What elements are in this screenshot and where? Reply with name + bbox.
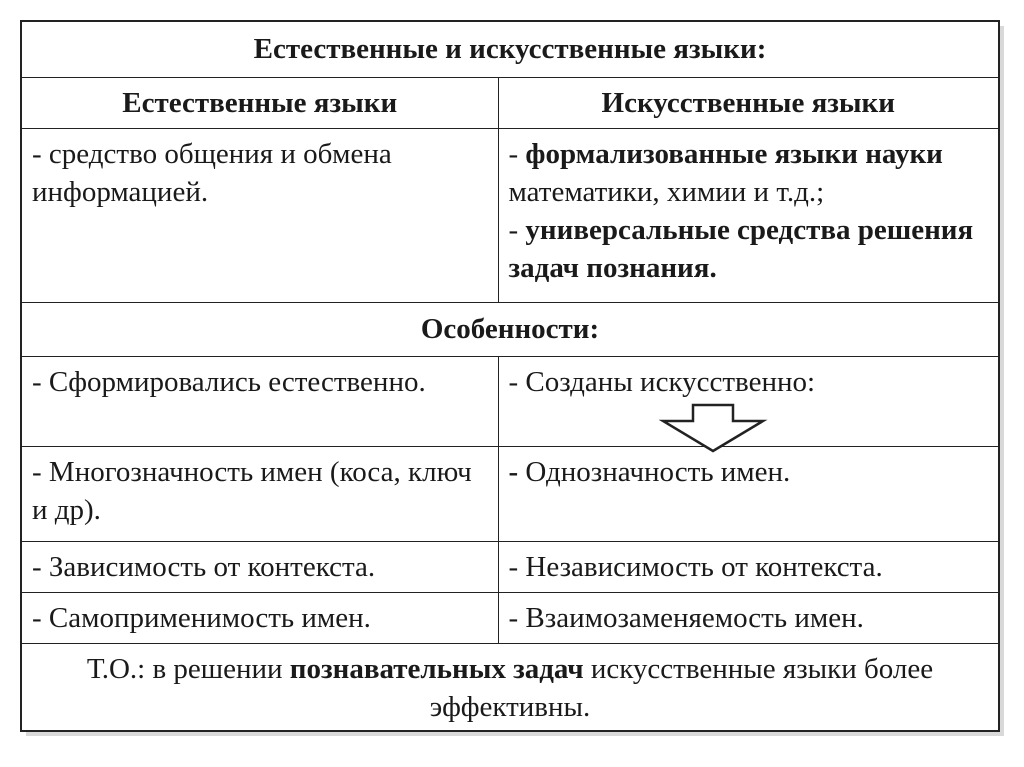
down-arrow-outline-icon [659,403,769,453]
conclusion-prefix: Т.О.: в решении [86,652,290,685]
comparison-table [22,22,998,732]
column-header-artificial: Искусственные языки [498,77,998,128]
definition-artificial [498,128,998,302]
feature-artificial-names: - Взаимозаменяемость имен. [498,592,998,643]
definition-natural: - средство общения и обмена информацией. [22,128,498,302]
feature-natural-origin: - Сформировались естественно. [22,356,498,446]
conclusion [22,643,998,732]
feature-artificial-ambiguity [498,446,998,541]
feature-artificial-ambiguity-dash: - [508,455,519,488]
feature-artificial-context: - Независимость от контекста. [498,541,998,592]
feature-natural-context: - Зависимость от контекста. [22,541,498,592]
definition-artificial-bold-1: формализованные языки науки [525,137,943,170]
feature-artificial-origin [498,356,998,446]
table-title: Естественные и искусственные языки: [22,22,998,77]
comparison-table-frame [20,20,1000,732]
feature-artificial-origin-text: - Созданы искусственно: [508,365,816,398]
conclusion-bold: познавательных задач [289,652,584,685]
definition-artificial-bold-2: универсальные средства решения задач познания. [508,213,974,284]
conclusion-suffix: искусственные языки более эффективны. [429,652,934,723]
definition-artificial-rest-1: математики, химии и т.д.; [508,175,825,208]
column-header-natural: Естественные языки [22,77,498,128]
features-title: Особенности: [22,302,998,356]
feature-natural-names: - Самоприменимость имен. [22,592,498,643]
feature-natural-ambiguity: - Многозначность имен (коса, ключ и др). [22,446,498,541]
definition-artificial-dash-1: - [508,137,526,170]
feature-artificial-ambiguity-text: Однозначность имен. [518,455,791,488]
definition-artificial-dash-2: - [508,213,526,246]
